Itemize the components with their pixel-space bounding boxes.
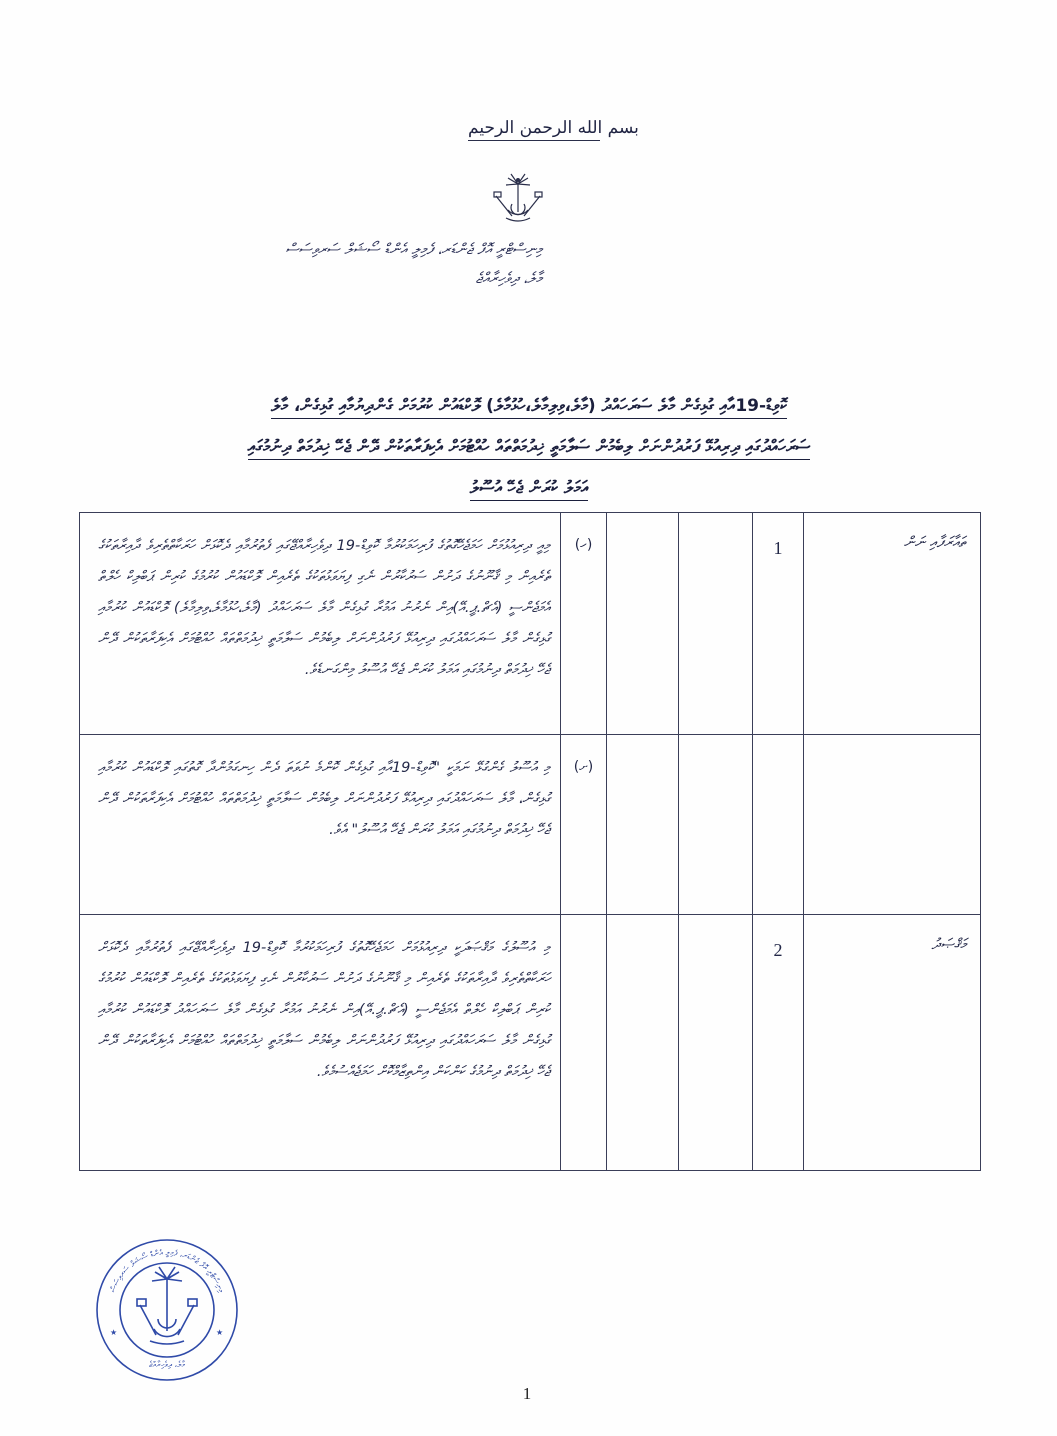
official-seal-stamp bbox=[92, 1235, 242, 1385]
table-row bbox=[80, 735, 981, 915]
clause-text: މި އުސޫލު ގެންގުޅޭ ނަމަކީ "ކޮވިޑް-19އާއި ގުޅިގެން ކޮންމެ ނުވަތަ ދެން ހިނގަމުންދާ ގޮތުގައި ލޮކްޑައުން ކުރުމާއި ގުޅިގެން، މާލެ ސަރަހައްދުގައި ދިރިއުޅޭ ފަރުދުންނަށް ލިބެމުން ސަލާމަތީ ޚިދުމަތްތައް ހުއްޓުމަށް އެކިފަރާތަކުން ދޭން ޖެހޭ ޚިދުމަތް ދިނުމުގައި އަމަލު ކުރަން ޖެހޭ އުސޫލު" އެވެ. bbox=[98, 760, 551, 838]
empty-cell bbox=[679, 513, 753, 735]
text-cell bbox=[80, 915, 561, 1171]
subject-cell bbox=[804, 735, 981, 915]
subject-cell bbox=[804, 513, 981, 735]
seal-star-icon: ★ bbox=[110, 1328, 118, 1337]
subject-cell bbox=[804, 915, 981, 1171]
subject-label: ތައާރަފާއި ނަން bbox=[903, 533, 966, 551]
subject-label bbox=[804, 735, 980, 755]
seal-city: މާލެ، ދިވެހިރާއްޖެ bbox=[148, 1360, 186, 1369]
empty-cell bbox=[607, 513, 679, 735]
seal-star-icon: ★ bbox=[216, 1328, 224, 1337]
bismillah-calligraphy: بسم الله الرحمن الرحيم bbox=[468, 118, 600, 141]
letter-cell bbox=[561, 513, 607, 735]
clause-text: މިއީ ދިރިއުޅުމަށް ހަމަޖެހޭގޮތުގެ ފުރިހަމަކުރުމާ ކޮވިޑް-19 ދިވެހިރާއްޖޭގައި ފެތުރުމާއި ދެކޮޅަށް ހަރަކާތްތެރިވެ ދާއިރާތަކުގެ ތެރެއިން މި ޤާނޫނުގެ ދަށުން ސަރުކާރުން ނެގި ފިޔަވަޅުތަކުގެ ތެރެއިން ލޮކްޑައުން ކުރުމުގެ ކުރިން ޕަބްލިކް ހެލްތް އެމަޖެންސީ (އެޗް.ޕީ.އޭ)އިން ނެރުނު އަމުރާ ގުޅިގެން މާލެ ސަރަހައްދު (މާލެ،ހުޅުމާލެ،ވިލިމާލެ) ލޮކްޑައުން ކުރުމާއި ގުޅިގެން މާލެ ސަރަހައްދުގައި ދިރިއުޅޭ ފަރުދުންނަށް ލިބެމުން ސަލާމަތީ ޚިދުމަތްތައް ހުއްޓުމަށް އެކިފަރާތަކުން ދޭން ޖެހޭ ޚިދުމަތް ދިނުމުގައި އަމަލު ކުރަން ޖެހޭ އުސޫލު މިންގަނޑެވެ. bbox=[98, 538, 551, 678]
document-title bbox=[128, 386, 930, 509]
clause-text: މި އުސޫލުގެ މަޤްޞަދަކީ ދިރިއުޅުމަށް ހަމަޖެހޭގޮތުގެ ފުރިހަމަކުރުމާ ކޮވިޑް-19 ދިވެހިރާއްޖޭގައި ފެތުރުމާއި ދެކޮޅަށް ހަރަކާތްތެރިވެ ދާއިރާތަކުގެ ތެރެއިން މި ޤާނޫނުގެ ދަށުން ސަރުކާރުން ނެގި ފިޔަވަޅުތަކުގެ ތެރެއިން ލޮކްޑައުން ކުރުމުގެ ކުރިން ޕަބްލިކް ހެލްތް އެމަޖެންސީ (އެޗް.ޕީ.އޭ)އިން ނެރުނު އަމުރާ ގުޅިގެން މާލެ ސަރަހައްދު ލޮކްޑައުން ކުރުމާއި ގުޅިގެން މާލެ ސަރަހައްދުގައި ދިރިއުޅޭ ފަރުދުންނަށް ލިބެމުން ސަލާމަތީ ޚިދުމަތްތައް ހުއްޓުމަށް އެކިފަރާތަކުން ދޭން ޖެހޭ ޚިދުމަތް ދިނުމުގެ ކަންކަން އިންތިޒާމްކޮށް ހަމަޖެއްސުމެވެ. bbox=[98, 940, 550, 1080]
organization-name: މިނިސްޓްރީ އޮފް ޖެންޑަރ، ފެމިލީ އެންޑް ސޯޝަލް ސަރވިސަސް bbox=[285, 240, 542, 258]
text-cell bbox=[80, 513, 561, 735]
clause-number: 2 bbox=[773, 940, 783, 960]
empty-cell bbox=[607, 915, 679, 1171]
number-cell bbox=[753, 915, 804, 1171]
letter-cell bbox=[561, 915, 607, 1171]
text-cell bbox=[80, 735, 561, 915]
organization-city: މާލެ، ދިވެހިރާއްޖެ bbox=[475, 269, 542, 287]
clauses-table bbox=[79, 512, 981, 1171]
clause-number bbox=[753, 735, 803, 760]
clause-letter bbox=[561, 915, 606, 939]
empty-cell bbox=[679, 915, 753, 1171]
number-cell bbox=[753, 735, 804, 915]
title-line-1: ކޮވިޑް-19އާއި ގުޅިގެން މާލެ ސަރަހައްދު (މާލެ،ވިލިމާލެ،ހުޅުމާލެ) ލޮކްޑައުން ކުރުމަށް ގެންދިޔުމާއި ގުޅިގެން، މާލެ bbox=[271, 396, 787, 419]
table-row bbox=[80, 513, 981, 735]
clause-letter: (ހ) bbox=[574, 537, 593, 553]
page-number: 1 bbox=[522, 1384, 532, 1403]
letter-cell bbox=[561, 735, 607, 915]
clause-number: 1 bbox=[773, 538, 783, 558]
subject-label: މަޤްޞަދު bbox=[931, 935, 966, 953]
title-line-2: ސަރަހައްދުގައި ދިރިއުޅޭ ފަރުދުންނަށް ލިބެމުން ސަލާމަތީ ޚިދުމަތްތައް ހުއްޓުމަށް އެކިފަރާތަކުން ދޭން ޖެހޭ ޚިދުމަތް ދިނުމުގައި bbox=[248, 437, 811, 460]
seal-text: މިނިސްޓްރީ އޮފް ޖެންޑަރ، ފެމިލީ އެންޑް ސޯޝަލް ސަރވިސަސް bbox=[108, 1247, 226, 1294]
clause-letter: (ށ) bbox=[573, 759, 594, 775]
number-cell bbox=[753, 513, 804, 735]
empty-cell bbox=[607, 735, 679, 915]
empty-cell bbox=[679, 735, 753, 915]
table-row bbox=[80, 915, 981, 1171]
state-emblem-icon bbox=[486, 166, 550, 230]
title-line-3: އަމަލު ކުރަން ޖެހޭ އުސޫލު bbox=[470, 478, 588, 501]
